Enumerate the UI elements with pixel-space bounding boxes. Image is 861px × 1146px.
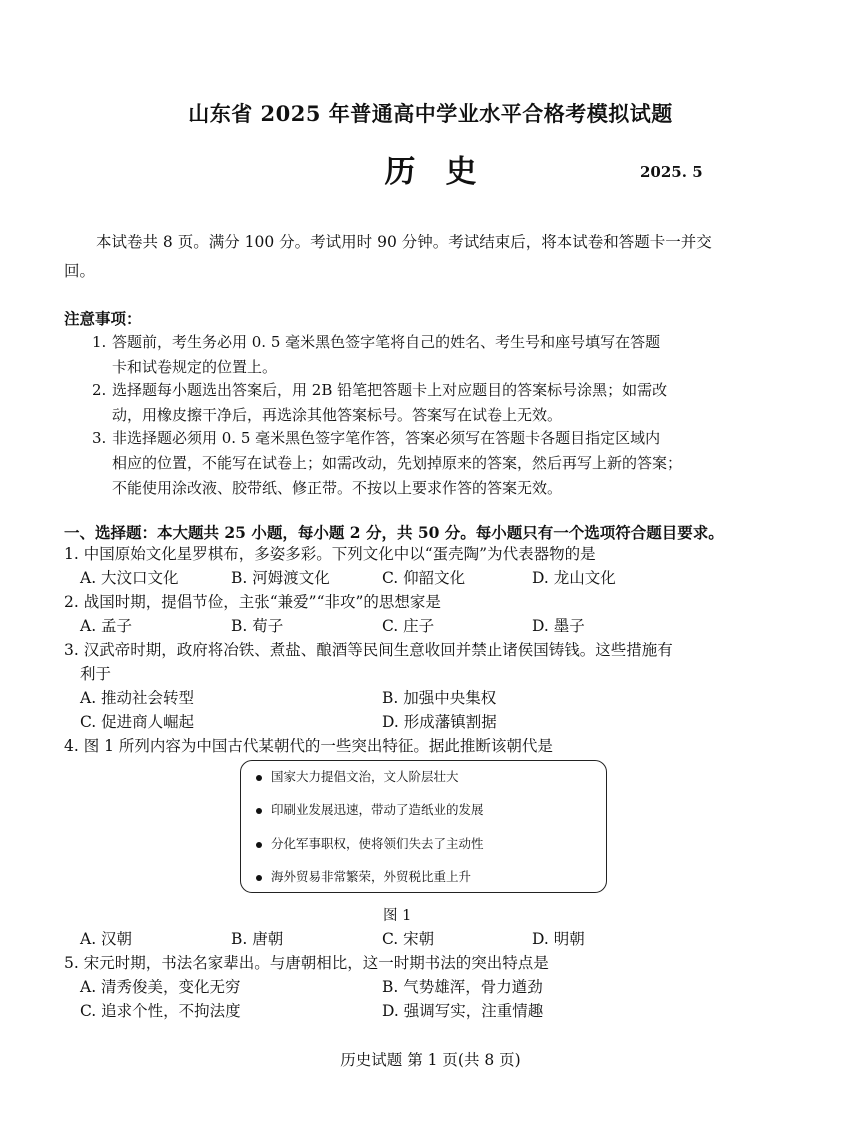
question-option: D. 形成藩镇割据	[382, 713, 497, 731]
notice-item	[92, 330, 717, 380]
figure-item	[256, 867, 471, 885]
notice-item-text: 非选择题必须用 0. 5 毫米黑色签字笔作答，答案必须写在答题卡各题目指定区域内	[112, 429, 661, 447]
question-option: A. 清秀俊美，变化无穷	[80, 978, 241, 996]
notice-item	[92, 426, 717, 501]
figure-item	[256, 767, 459, 785]
question-option: B. 加强中央集权	[382, 689, 497, 707]
question-option: B. 荀子	[231, 617, 284, 635]
question-stem-continued: 利于	[80, 665, 112, 683]
exam-title: 山东省 2025 年普通高中学业水平合格考模拟试题	[188, 101, 673, 126]
notice-item	[92, 378, 717, 428]
intro-paragraph: 本试卷共 8 页。满分 100 分。考试用时 90 分钟。考试结束后，将本试卷和答题卡一并交回。	[64, 233, 712, 280]
figure-item	[256, 834, 484, 852]
question-option: C. 仰韶文化	[382, 569, 466, 587]
question-option: D. 强调写实，注重情趣	[382, 1002, 544, 1020]
question-stem: 2. 战国时期，提倡节俭，主张“兼爱”“非攻”的思想家是	[64, 593, 441, 611]
bullet-icon	[256, 808, 262, 814]
question-option: B. 气势雄浑，骨力遒劲	[382, 978, 543, 996]
notice-item-number: 2.	[92, 381, 107, 399]
exam-date: 2025. 5	[640, 163, 703, 181]
question-stem: 1. 中国原始文化星罗棋布，多姿多彩。下列文化中以“蛋壳陶”为代表器物的是	[64, 545, 596, 563]
question-stem: 5. 宋元时期，书法名家辈出。与唐朝相比，这一时期书法的突出特点是	[64, 954, 549, 972]
subject-title: 历史	[384, 154, 507, 190]
notice-item-text: 选择题每小题选出答案后，用 2B 铅笔把答题卡上对应题目的答案标号涂黑；如需改	[112, 381, 668, 399]
figure-item	[256, 800, 484, 818]
notice-item-text: 相应的位置，不能写在试卷上；如需改动，先划掉原来的答案，然后再写上新的答案；	[112, 454, 683, 472]
question-option: C. 宋朝	[382, 930, 435, 948]
question-option: A. 汉朝	[80, 930, 133, 948]
question-option: C. 追求个性，不拘法度	[80, 1002, 241, 1020]
figure-caption: 图 1	[383, 908, 412, 924]
question-stem: 3. 汉武帝时期，政府将冶铁、煮盐、酿酒等民间生意收回并禁止诸侯国铸钱。这些措施有	[64, 641, 673, 659]
notice-item-text: 动，用橡皮擦干净后，再选涂其他答案标号。答案写在试卷上无效。	[112, 406, 563, 424]
notice-item-number: 3.	[92, 429, 107, 447]
notice-item-number: 1.	[92, 333, 107, 351]
notice-item-text: 卡和试卷规定的位置上。	[112, 358, 278, 376]
question-option: B. 唐朝	[231, 930, 284, 948]
question-option: D. 明朝	[532, 930, 585, 948]
question-stem: 4. 图 1 所列内容为中国古代某朝代的一些突出特征。据此推断该朝代是	[64, 737, 553, 755]
question-option: A. 推动社会转型	[80, 689, 195, 707]
question-option: D. 墨子	[532, 617, 585, 635]
figure-item-text: 国家大力提倡文治，文人阶层壮大	[271, 769, 459, 784]
question-option: A. 孟子	[80, 617, 133, 635]
notice-item-text: 答题前，考生务必用 0. 5 毫米黑色签字笔将自己的姓名、考生号和座号填写在答题	[112, 333, 661, 351]
figure-item-text: 分化军事职权，使将领们失去了主动性	[271, 836, 484, 851]
question-option: A. 大汶口文化	[80, 569, 179, 587]
figure-item-text: 海外贸易非常繁荣，外贸税比重上升	[271, 869, 472, 884]
section-heading: 一、选择题：本大题共 25 小题，每小题 2 分，共 50 分。每小题只有一个选项符合题目要求。	[64, 523, 724, 542]
question-option: C. 促进商人崛起	[80, 713, 195, 731]
question-option: C. 庄子	[382, 617, 435, 635]
page-footer: 历史试题 第 1 页(共 8 页)	[340, 1051, 521, 1069]
question-option: D. 龙山文化	[532, 569, 616, 587]
figure-item-text: 印刷业发展迅速，带动了造纸业的发展	[271, 802, 484, 817]
notice-item-text: 不能使用涂改液、胶带纸、修正带。不按以上要求作答的答案无效。	[112, 479, 563, 497]
bullet-icon	[256, 875, 262, 881]
question-option: B. 河姆渡文化	[231, 569, 330, 587]
bullet-icon	[256, 842, 262, 848]
bullet-icon	[256, 775, 262, 781]
notice-heading: 注意事项：	[64, 309, 142, 328]
